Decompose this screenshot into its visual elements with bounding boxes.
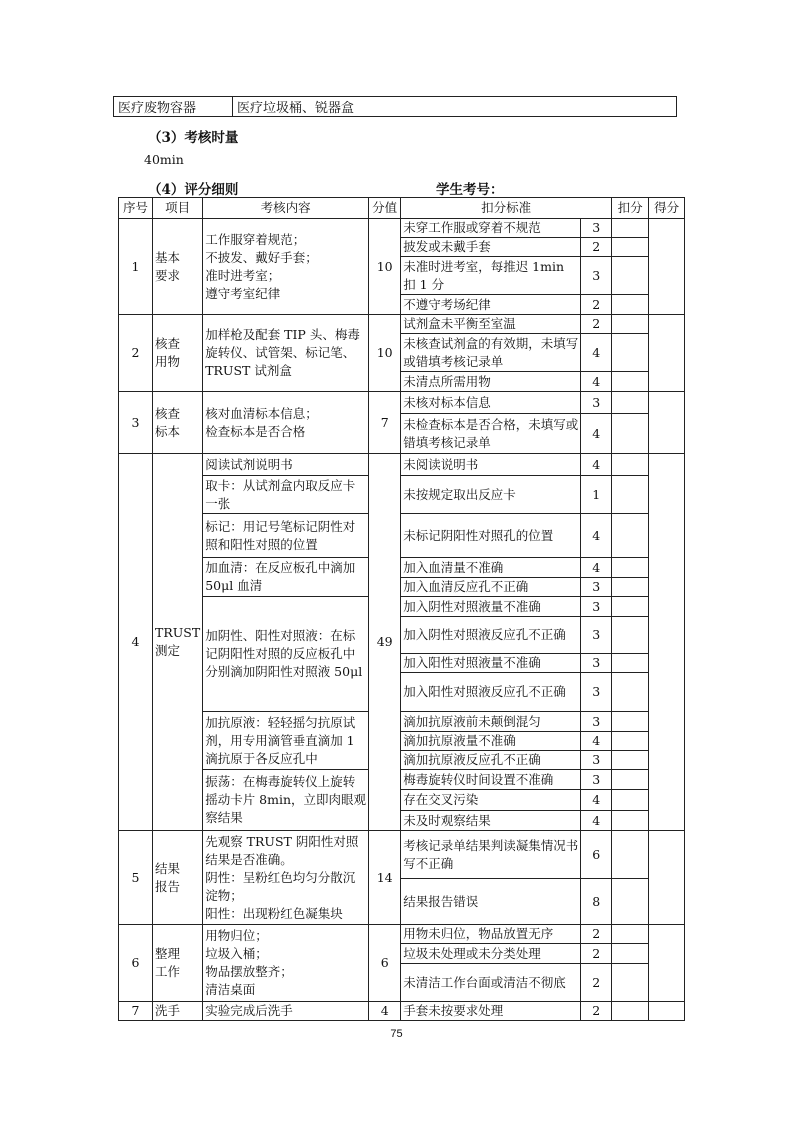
deducted-input[interactable] xyxy=(612,414,649,454)
deducted-input[interactable] xyxy=(612,257,649,295)
deduction-points: 4 xyxy=(581,790,612,811)
deduction-criterion: 披发或未戴手套 xyxy=(401,238,581,257)
deducted-input[interactable] xyxy=(612,751,649,770)
item-number: 4 xyxy=(119,454,153,831)
table-row xyxy=(119,1002,685,1021)
deducted-input[interactable] xyxy=(612,476,649,514)
deduction-points: 8 xyxy=(581,879,612,925)
deduction-points: 3 xyxy=(581,257,612,295)
deduction-criterion: 未检查标本是否合格，未填写或错填考核记录单 xyxy=(401,414,581,454)
table-row xyxy=(119,831,685,879)
deduction-criterion: 未及时观察结果 xyxy=(401,811,581,831)
deduction-criterion: 未准时进考室，每推迟 1min 扣 1 分 xyxy=(401,257,581,295)
deduction-points: 2 xyxy=(581,925,612,944)
assessment-content: 实验完成后洗手 xyxy=(203,1002,369,1021)
assessment-content: 标记：用记号笔标记阴性对照和阳性对照的位置 xyxy=(203,514,369,558)
deduction-points: 2 xyxy=(581,295,612,315)
item-number: 2 xyxy=(119,315,153,392)
deducted-input[interactable] xyxy=(612,770,649,790)
header-deduct: 扣分 xyxy=(612,198,649,219)
deducted-input[interactable] xyxy=(612,654,649,673)
item-name: 结果 报告 xyxy=(153,831,203,925)
header-row xyxy=(119,198,685,219)
deduction-points: 2 xyxy=(581,964,612,1002)
student-id-label: 学生考号： xyxy=(436,182,504,198)
section4-title: （4）评分细则 xyxy=(148,182,239,198)
deduction-points: 4 xyxy=(581,334,612,372)
assessment-content: 阅读试剂说明书 xyxy=(203,454,369,476)
deduction-criterion: 未按规定取出反应卡 xyxy=(401,476,581,514)
score-obtained-input[interactable] xyxy=(649,1002,685,1021)
scoring-table xyxy=(118,197,685,1021)
deducted-input[interactable] xyxy=(612,558,649,578)
table-row xyxy=(119,392,685,414)
assessment-content: 取卡：从试剂盒内取反应卡一张 xyxy=(203,476,369,514)
item-score: 49 xyxy=(369,454,401,831)
table-row xyxy=(119,315,685,334)
deducted-input[interactable] xyxy=(612,219,649,238)
deducted-input[interactable] xyxy=(612,944,649,964)
deduction-criterion: 滴加抗原液前未颠倒混匀 xyxy=(401,712,581,732)
assessment-content: 先观察 TRUST 阴阳性对照结果是否准确。 阴性：呈粉红色均匀分散沉淀物； 阳性：出现粉红色凝集块 xyxy=(203,831,369,925)
exam-duration: 40min xyxy=(144,152,184,167)
deduction-criterion: 加入阳性对照液反应孔不正确 xyxy=(401,673,581,712)
deduction-criterion: 存在交叉污染 xyxy=(401,790,581,811)
deducted-input[interactable] xyxy=(612,790,649,811)
table-row xyxy=(119,514,685,558)
table-row xyxy=(119,770,685,790)
deduction-criterion: 加入阴性对照液量不准确 xyxy=(401,597,581,617)
score-obtained-input[interactable] xyxy=(649,315,685,392)
assessment-content: 加抗原液：轻轻摇匀抗原试剂，用专用滴管垂直滴加 1 滴抗原于各反应孔中 xyxy=(203,712,369,770)
deduction-points: 3 xyxy=(581,673,612,712)
deduction-points: 4 xyxy=(581,732,612,751)
item-score: 14 xyxy=(369,831,401,925)
deduction-points: 3 xyxy=(581,770,612,790)
deducted-input[interactable] xyxy=(612,925,649,944)
equipment-label: 医疗废物容器 xyxy=(114,97,233,117)
deducted-input[interactable] xyxy=(612,1002,649,1021)
deduction-points: 4 xyxy=(581,558,612,578)
item-number: 3 xyxy=(119,392,153,454)
deducted-input[interactable] xyxy=(612,617,649,654)
item-number: 5 xyxy=(119,831,153,925)
deduction-criterion: 未阅读说明书 xyxy=(401,454,581,476)
page-number: 75 xyxy=(390,1028,403,1040)
deduction-points: 4 xyxy=(581,414,612,454)
deduction-points: 4 xyxy=(581,372,612,392)
deduction-criterion: 试剂盒未平衡至室温 xyxy=(401,315,581,334)
deduction-points: 2 xyxy=(581,944,612,964)
assessment-content: 核对血清标本信息； 检查标本是否合格 xyxy=(203,392,369,454)
header-score: 分值 xyxy=(369,198,401,219)
score-obtained-input[interactable] xyxy=(649,219,685,315)
deducted-input[interactable] xyxy=(612,732,649,751)
deducted-input[interactable] xyxy=(612,597,649,617)
item-name: 洗手 xyxy=(153,1002,203,1021)
deduction-criterion: 用物未归位，物品放置无序 xyxy=(401,925,581,944)
item-score: 4 xyxy=(369,1002,401,1021)
deducted-input[interactable] xyxy=(612,831,649,879)
item-name: 整理 工作 xyxy=(153,925,203,1002)
deduction-criterion: 垃圾未处理或未分类处理 xyxy=(401,944,581,964)
table-row xyxy=(119,925,685,944)
deduction-criterion: 未核查试剂盒的有效期，未填写或错填考核记录单 xyxy=(401,334,581,372)
score-obtained-input[interactable] xyxy=(649,831,685,925)
equipment-table xyxy=(113,96,677,117)
score-obtained-input[interactable] xyxy=(649,392,685,454)
item-number: 1 xyxy=(119,219,153,315)
table-row xyxy=(119,558,685,578)
deduction-points: 4 xyxy=(581,811,612,831)
table-row xyxy=(119,597,685,617)
score-obtained-input[interactable] xyxy=(649,925,685,1002)
assessment-content: 用物归位； 垃圾入桶； 物品摆放整齐； 清洁桌面 xyxy=(203,925,369,1002)
item-number: 6 xyxy=(119,925,153,1002)
deduction-points: 3 xyxy=(581,751,612,770)
item-score: 10 xyxy=(369,219,401,315)
deducted-input[interactable] xyxy=(612,238,649,257)
deduction-criterion: 加入血清量不准确 xyxy=(401,558,581,578)
deduction-points: 2 xyxy=(581,238,612,257)
deduction-criterion: 未穿工作服或穿着不规范 xyxy=(401,219,581,238)
deduction-points: 2 xyxy=(581,1002,612,1021)
assessment-content: 加样枪及配套 TIP 头、梅毒旋转仪、试管架、标记笔、TRUST 试剂盒 xyxy=(203,315,369,392)
deducted-input[interactable] xyxy=(612,879,649,925)
section3-title: （3）考核时量 xyxy=(148,130,239,146)
deduction-criterion: 加入阴性对照液反应孔不正确 xyxy=(401,617,581,654)
assessment-content: 加血清：在反应板孔中滴加 50μl 血清 xyxy=(203,558,369,597)
deduction-points: 4 xyxy=(581,454,612,476)
deducted-input[interactable] xyxy=(612,372,649,392)
table-row xyxy=(119,454,685,476)
equipment-value: 医疗垃圾桶、锐器盒 xyxy=(233,97,677,117)
deduction-criterion: 加入血清反应孔不正确 xyxy=(401,578,581,597)
item-score: 10 xyxy=(369,315,401,392)
deduction-points: 3 xyxy=(581,578,612,597)
deduction-points: 3 xyxy=(581,392,612,414)
deducted-input[interactable] xyxy=(612,334,649,372)
deducted-input[interactable] xyxy=(612,811,649,831)
header-got: 得分 xyxy=(649,198,685,219)
table-row xyxy=(114,97,677,117)
deduction-points: 3 xyxy=(581,712,612,732)
assessment-content: 加阴性、阳性对照液：在标记阴阳性对照的反应板孔中分别滴加阴阳性对照液 50μl xyxy=(203,597,369,712)
deducted-input[interactable] xyxy=(612,712,649,732)
deducted-input[interactable] xyxy=(612,295,649,315)
table-row xyxy=(119,712,685,732)
deduction-points: 6 xyxy=(581,831,612,879)
header-no: 序号 xyxy=(119,198,153,219)
deduction-points: 1 xyxy=(581,476,612,514)
deducted-input[interactable] xyxy=(612,578,649,597)
deduction-criterion: 梅毒旋转仪时间设置不准确 xyxy=(401,770,581,790)
score-obtained-input[interactable] xyxy=(649,454,685,831)
deduction-criterion: 未核对标本信息 xyxy=(401,392,581,414)
deduction-criterion: 手套未按要求处理 xyxy=(401,1002,581,1021)
item-number: 7 xyxy=(119,1002,153,1021)
deduction-criterion: 未清洁工作台面或清洁不彻底 xyxy=(401,964,581,1002)
deducted-input[interactable] xyxy=(612,514,649,558)
deduction-points: 2 xyxy=(581,315,612,334)
deduction-points: 3 xyxy=(581,597,612,617)
deduction-points: 4 xyxy=(581,514,612,558)
item-score: 7 xyxy=(369,392,401,454)
deduction-criterion: 不遵守考场纪律 xyxy=(401,295,581,315)
deduction-criterion: 结果报告错误 xyxy=(401,879,581,925)
item-name: 核查 用物 xyxy=(153,315,203,392)
item-name: 基本 要求 xyxy=(153,219,203,315)
item-name: 核查 标本 xyxy=(153,392,203,454)
header-item: 项目 xyxy=(153,198,203,219)
header-criteria: 扣分标准 xyxy=(401,198,612,219)
deduction-criterion: 滴加抗原液反应孔不正确 xyxy=(401,751,581,770)
deducted-input[interactable] xyxy=(612,673,649,712)
assessment-content: 工作服穿着规范； 不披发、戴好手套； 准时进考室； 遵守考室纪律 xyxy=(203,219,369,315)
deduction-points: 3 xyxy=(581,617,612,654)
deduction-points: 3 xyxy=(581,219,612,238)
deduction-criterion: 考核记录单结果判读凝集情况书写不正确 xyxy=(401,831,581,879)
item-score: 6 xyxy=(369,925,401,1002)
deduction-points: 3 xyxy=(581,654,612,673)
deducted-input[interactable] xyxy=(612,392,649,414)
assessment-content: 振荡：在梅毒旋转仪上旋转摇动卡片 8min，立即肉眼观察结果 xyxy=(203,770,369,831)
deducted-input[interactable] xyxy=(612,964,649,1002)
deducted-input[interactable] xyxy=(612,315,649,334)
item-name: TRUST 测定 xyxy=(153,454,203,831)
header-content: 考核内容 xyxy=(203,198,369,219)
deduction-criterion: 未清点所需用物 xyxy=(401,372,581,392)
deduction-criterion: 未标记阴阳性对照孔的位置 xyxy=(401,514,581,558)
deduction-criterion: 滴加抗原液量不准确 xyxy=(401,732,581,751)
deduction-criterion: 加入阳性对照液量不准确 xyxy=(401,654,581,673)
table-row xyxy=(119,476,685,514)
deducted-input[interactable] xyxy=(612,454,649,476)
table-row xyxy=(119,219,685,238)
